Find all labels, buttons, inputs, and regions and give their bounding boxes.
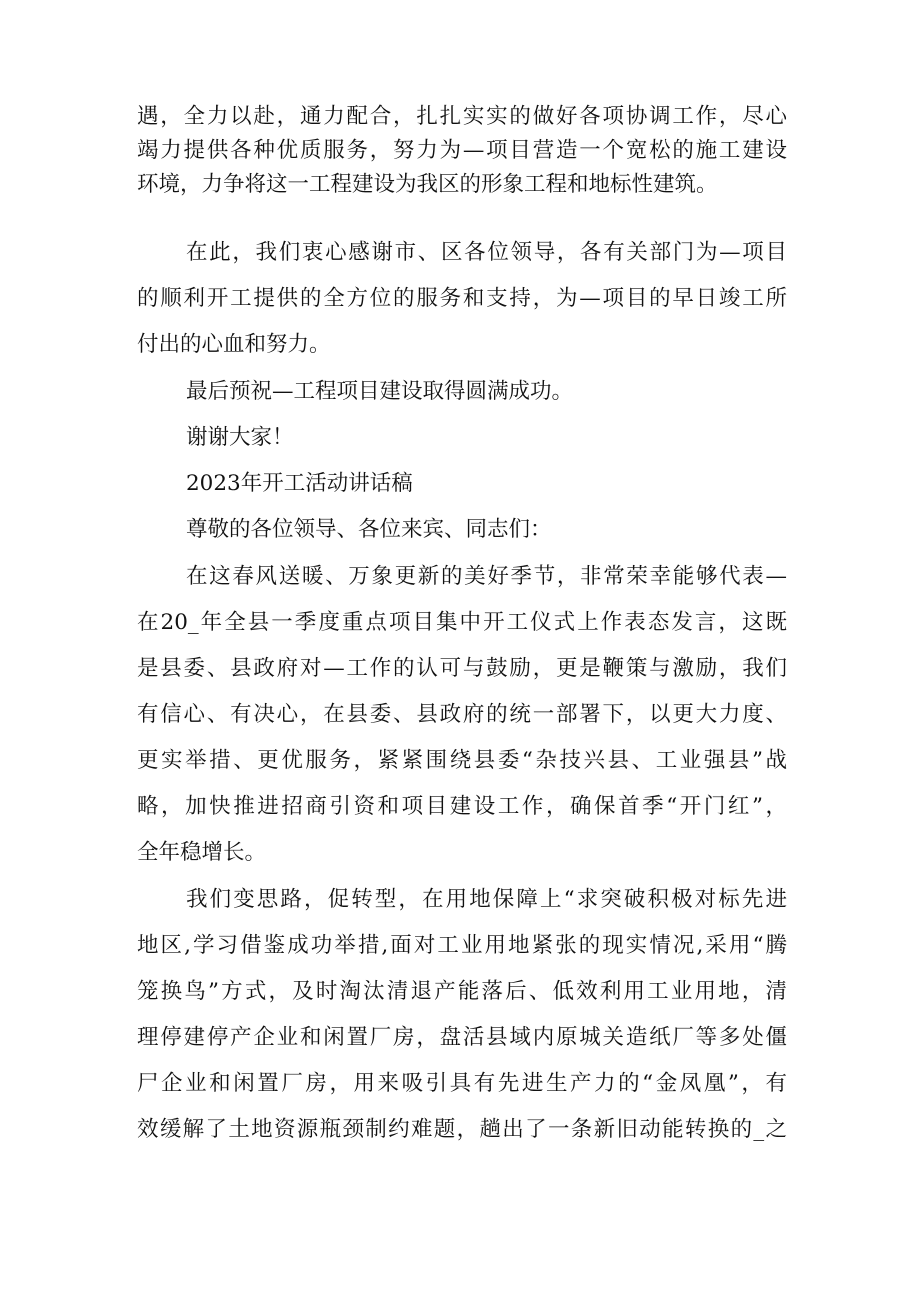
text-line: 略，加快推进招商引资和项目建设工作，确保首季“开门红”， <box>137 794 787 819</box>
text-line: 竭力提供各种优质服务，努力为—项目营造一个宽松的施工建设 <box>137 138 787 163</box>
text-line: 环境，力争将这一工程建设为我区的形象工程和地标性建筑。 <box>137 172 718 197</box>
text-line: 尸企业和闲置厂房，用来吸引具有先进生产力的“金凤凰”，有 <box>137 1071 787 1096</box>
text-line: 遇，全力以赴，通力配合，扎扎实实的做好各项协调工作，尽心 <box>137 104 787 129</box>
text-line: 笼换鸟”方式，及时淘汰清退产能落后、低效利用工业用地，清 <box>137 979 787 1004</box>
text-line: 全年稳增长。 <box>137 840 267 865</box>
section-title: 2023年开工活动讲话稿 <box>186 471 413 496</box>
text-line: 付出的心血和努力。 <box>137 332 331 357</box>
text-line: 地区,学习借鉴成功举措,面对工业用地紧张的现实情况,采用“腾 <box>137 933 787 958</box>
text-line: 有信心、有决心，在县委、县政府的统一部署下，以更大力度、 <box>137 702 787 727</box>
text-line: 在20_年全县一季度重点项目集中开工仪式上作表态发言，这既 <box>137 610 787 635</box>
text-line: 最后预祝—工程项目建设取得圆满成功。 <box>186 379 574 404</box>
text-line: 更实举措、更优服务，紧紧围绕县委“杂技兴县、工业强县”战 <box>137 748 787 773</box>
salutation: 尊敬的各位领导、各位来宾、同志们： <box>186 517 552 542</box>
text-line: 理停建停产企业和闲置厂房，盘活县域内原城关造纸厂等多处僵 <box>137 1025 787 1050</box>
text-line: 谢谢大家！ <box>186 425 294 450</box>
text-line: 的顺利开工提供的全方位的服务和支持，为—项目的早日竣工所 <box>137 286 787 311</box>
text-line: 在此，我们衷心感谢市、区各位领导，各有关部门为—项目 <box>186 240 787 265</box>
text-line: 效缓解了土地资源瓶颈制约难题，趟出了一条新旧动能转换的_之 <box>137 1117 787 1142</box>
text-line: 在这春风送暖、万象更新的美好季节，非常荣幸能够代表— <box>186 564 787 589</box>
text-line: 我们变思路，促转型，在用地保障上“求突破积极对标先进 <box>186 887 787 912</box>
text-line: 是县委、县政府对—工作的认可与鼓励，更是鞭策与激励，我们 <box>137 656 787 681</box>
